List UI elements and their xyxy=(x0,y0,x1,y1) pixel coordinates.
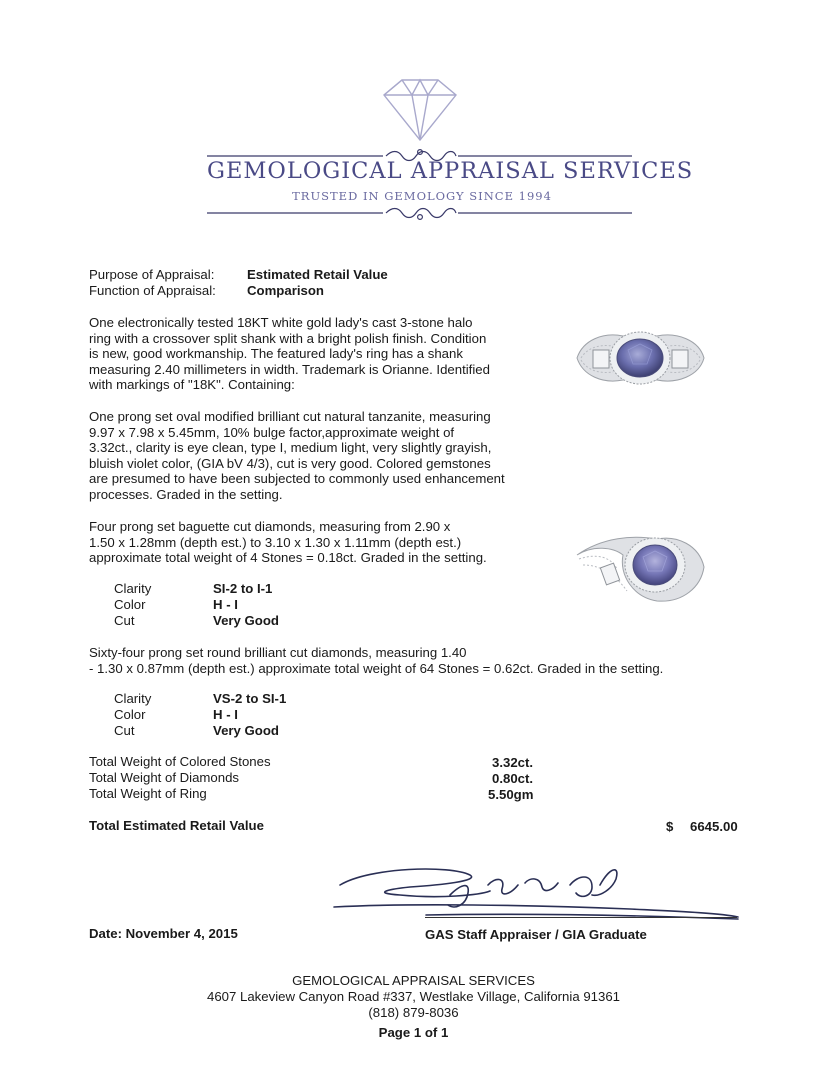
grade-label: Clarity xyxy=(114,691,152,706)
retail-label: Total Estimated Retail Value xyxy=(89,818,264,833)
tanzanite-line: One prong set oval modified brilliant cut natural tanzanite, measuring xyxy=(89,409,491,424)
grade-label: Clarity xyxy=(114,581,152,596)
appraisal-date: Date: November 4, 2015 xyxy=(89,926,238,941)
grade-label: Cut xyxy=(114,613,135,628)
grade-value: H - I xyxy=(213,597,238,612)
baguette-line: Four prong set baguette cut diamonds, measuring from 2.90 x xyxy=(89,519,451,534)
ring-photo-top xyxy=(573,318,708,398)
header-logo xyxy=(0,0,829,240)
tanzanite-line: 3.32ct., clarity is eye clean, type I, medium light, very slightly grayish, xyxy=(89,440,492,456)
total-label: Total Weight of Ring xyxy=(89,786,207,801)
footer-phone: (818) 879-8036 xyxy=(368,1005,459,1020)
company-tagline: TRUSTED IN GEMOLOGY SINCE 1994 xyxy=(292,189,552,203)
total-value: 3.32ct. xyxy=(492,755,534,770)
diamond-icon xyxy=(384,80,456,140)
purpose-label: Purpose of Appraisal: xyxy=(89,267,215,282)
description-line: ring with a crossover split shank with a bright polish finish. Condition xyxy=(89,330,487,346)
grade-value: Very Good xyxy=(213,723,279,738)
baguette-line: approximate total weight of 4 Stones = 0.18ct. Graded in the setting. xyxy=(89,550,487,566)
footer-address: 4607 Lakeview Canyon Road #337, Westlake Village, California 91361 xyxy=(207,989,620,1004)
round-line: Sixty-four prong set round brilliant cut diamonds, measuring 1.40 xyxy=(89,645,467,660)
tanzanite-description xyxy=(89,409,505,503)
bottom-rule xyxy=(207,209,632,220)
description-line: measuring 2.40 millimeters in width. Trademark is Orianne. Identified xyxy=(89,361,490,377)
page-number: Page 1 of 1 xyxy=(378,1025,449,1040)
description-line: is new, good workmanship. The featured lady's ring has a shank xyxy=(89,346,463,362)
baguette-line: 1.50 x 1.28mm (depth est.) to 3.10 x 1.30 x 1.11mm (depth est.) xyxy=(89,534,462,550)
appraiser-signature xyxy=(330,855,745,925)
retail-amount: 6645.00 xyxy=(690,819,738,834)
tanzanite-line: bluish violet color, (GIA bV 4/3), cut is very good. Colored gemstones xyxy=(89,455,491,471)
description-line: with markings of "18K". Containing: xyxy=(89,377,295,393)
footer-company: GEMOLOGICAL APPRAISAL SERVICES xyxy=(292,973,535,988)
round-description xyxy=(89,645,663,676)
grade-label: Color xyxy=(114,707,146,722)
total-value: 5.50gm xyxy=(488,787,534,802)
grade-value: VS-2 to SI-1 xyxy=(213,691,287,706)
currency-symbol: $ xyxy=(666,819,674,834)
grade-value: H - I xyxy=(213,707,238,722)
total-value: 0.80ct. xyxy=(492,771,534,786)
description-line: One electronically tested 18KT white gold lady's cast 3-stone halo xyxy=(89,315,473,330)
total-label: Total Weight of Diamonds xyxy=(89,770,240,785)
total-label: Total Weight of Colored Stones xyxy=(89,754,271,769)
purpose-value: Estimated Retail Value xyxy=(247,267,388,282)
grade-label: Color xyxy=(114,597,146,612)
function-value: Comparison xyxy=(247,283,324,298)
ring-description xyxy=(89,315,490,393)
baguette-description xyxy=(89,519,487,566)
appraiser-title: GAS Staff Appraiser / GIA Graduate xyxy=(425,927,647,942)
signature-line xyxy=(425,917,737,918)
ring-photo-side xyxy=(573,525,708,610)
tanzanite-line: 9.97 x 7.98 x 5.45mm, 10% bulge factor,approximate weight of xyxy=(89,424,455,440)
company-title: GEMOLOGICAL APPRAISAL SERVICES xyxy=(207,158,694,184)
grade-value: SI-2 to I-1 xyxy=(213,581,273,596)
grade-value: Very Good xyxy=(213,613,279,628)
function-label: Function of Appraisal: xyxy=(89,283,216,298)
tanzanite-line: processes. Graded in the setting. xyxy=(89,486,283,502)
round-line: - 1.30 x 0.87mm (depth est.) approximate total weight of 64 Stones = 0.62ct. Graded in the setting. xyxy=(89,660,664,676)
tanzanite-line: are presumed to have been subjected to commonly used enhancement xyxy=(89,471,505,487)
grade-label: Cut xyxy=(114,723,135,738)
